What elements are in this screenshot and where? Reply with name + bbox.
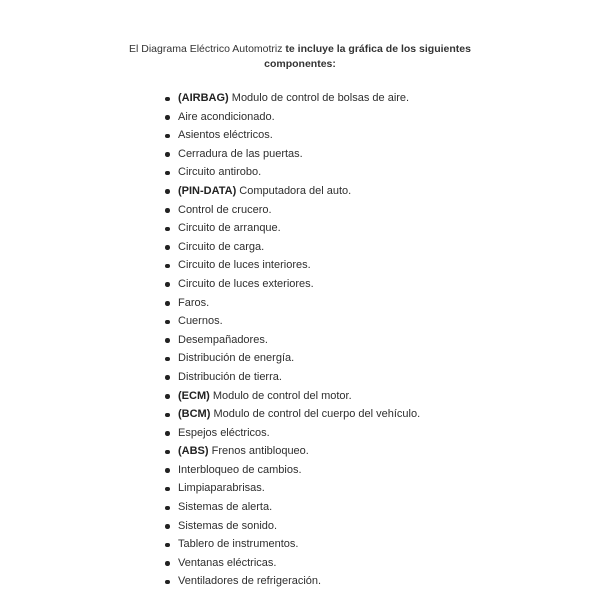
bullet-icon bbox=[165, 524, 170, 529]
component-label: Circuito de carga. bbox=[178, 240, 265, 253]
bullet-icon bbox=[165, 282, 170, 287]
component-label: Espejos eléctricos. bbox=[178, 426, 270, 439]
list-item bbox=[163, 238, 420, 257]
component-label: Tablero de instrumentos. bbox=[178, 538, 299, 551]
component-label: Desempañadores. bbox=[178, 333, 268, 346]
intro-plain-text: El Diagrama Eléctrico Automotriz bbox=[129, 43, 286, 55]
list-item bbox=[163, 89, 420, 108]
component-label: Ventanas eléctricas. bbox=[178, 556, 277, 569]
list-item bbox=[163, 572, 420, 591]
bullet-icon bbox=[165, 97, 170, 102]
bullet-icon bbox=[165, 320, 170, 325]
list-item bbox=[163, 498, 420, 517]
bullet-icon bbox=[165, 189, 170, 194]
bullet-icon bbox=[165, 245, 170, 250]
list-item bbox=[163, 145, 420, 164]
list-item bbox=[163, 442, 420, 461]
component-label: Modulo de control del cuerpo del vehículo. bbox=[210, 408, 421, 421]
list-item bbox=[163, 275, 420, 294]
bullet-icon bbox=[165, 580, 170, 585]
list-item bbox=[163, 182, 420, 201]
bullet-icon bbox=[165, 487, 170, 492]
list-item bbox=[163, 535, 420, 554]
component-label: Circuito de luces interiores. bbox=[178, 259, 311, 272]
component-label: Distribución de energía. bbox=[178, 352, 295, 365]
component-label: Sistemas de alerta. bbox=[178, 501, 273, 514]
list-item bbox=[163, 294, 420, 313]
component-label: Circuito de luces exteriores. bbox=[178, 277, 314, 290]
bullet-icon bbox=[165, 543, 170, 548]
bullet-icon bbox=[165, 561, 170, 566]
bullet-icon bbox=[165, 450, 170, 455]
bullet-icon bbox=[165, 301, 170, 306]
intro-bold-text-line2: componentes: bbox=[264, 58, 336, 70]
list-item bbox=[163, 405, 420, 424]
bullet-icon bbox=[165, 413, 170, 418]
intro-paragraph bbox=[0, 42, 600, 72]
bullet-icon bbox=[165, 264, 170, 269]
list-item bbox=[163, 368, 420, 387]
component-label: Distribución de tierra. bbox=[178, 370, 282, 383]
bullet-icon bbox=[165, 227, 170, 232]
component-label: Modulo de control de bolsas de aire. bbox=[228, 92, 410, 104]
component-label: Limpiaparabrisas. bbox=[178, 482, 265, 495]
component-label: Ventiladores de refrigeración. bbox=[178, 575, 322, 588]
component-label: Aire acondicionado. bbox=[178, 110, 275, 123]
component-label: Sistemas de sonido. bbox=[178, 519, 278, 532]
component-label: Circuito de arranque. bbox=[178, 222, 281, 235]
list-item bbox=[163, 126, 420, 145]
list-item bbox=[163, 108, 420, 127]
list-item bbox=[163, 312, 420, 331]
bullet-icon bbox=[165, 152, 170, 157]
bullet-icon bbox=[165, 338, 170, 343]
list-item bbox=[163, 331, 420, 350]
list-item bbox=[163, 554, 420, 573]
bullet-icon bbox=[165, 171, 170, 176]
component-label: Computadora del auto. bbox=[236, 184, 352, 197]
component-code: (ECM) bbox=[178, 389, 210, 402]
component-code: (BCM) bbox=[178, 408, 211, 421]
component-code: (PIN-DATA) bbox=[178, 184, 237, 197]
component-label: Frenos antibloqueo. bbox=[208, 445, 309, 458]
component-label: Circuito antirobo. bbox=[178, 166, 262, 179]
list-item bbox=[163, 461, 420, 480]
intro-bold-text-line1: te incluye la gráfica de los siguientes bbox=[285, 43, 471, 55]
component-label: Modulo de control del motor. bbox=[209, 389, 352, 402]
component-code: (ABS) bbox=[178, 445, 209, 458]
list-item bbox=[163, 479, 420, 498]
bullet-icon bbox=[165, 134, 170, 139]
list-item bbox=[163, 256, 420, 275]
bullet-icon bbox=[165, 357, 170, 362]
list-item bbox=[163, 201, 420, 220]
bullet-icon bbox=[165, 375, 170, 380]
list-item bbox=[163, 163, 420, 182]
bullet-icon bbox=[165, 394, 170, 399]
component-label: Asientos eléctricos. bbox=[178, 129, 273, 142]
bullet-icon bbox=[165, 431, 170, 436]
component-label: Cuernos. bbox=[178, 315, 223, 328]
list-item bbox=[163, 219, 420, 238]
component-label: Control de crucero. bbox=[178, 203, 272, 216]
bullet-icon bbox=[165, 468, 170, 473]
component-label: Cerradura de las puertas. bbox=[178, 147, 303, 160]
list-item bbox=[163, 349, 420, 368]
component-code: (AIRBAG) bbox=[178, 92, 229, 104]
bullet-icon bbox=[165, 208, 170, 213]
component-label: Faros. bbox=[178, 296, 210, 309]
component-label: Interbloqueo de cambios. bbox=[178, 463, 302, 476]
list-item bbox=[163, 424, 420, 443]
list-item bbox=[163, 387, 420, 406]
list-item bbox=[163, 517, 420, 536]
bullet-icon bbox=[165, 115, 170, 120]
component-list bbox=[163, 89, 420, 591]
bullet-icon bbox=[165, 506, 170, 511]
